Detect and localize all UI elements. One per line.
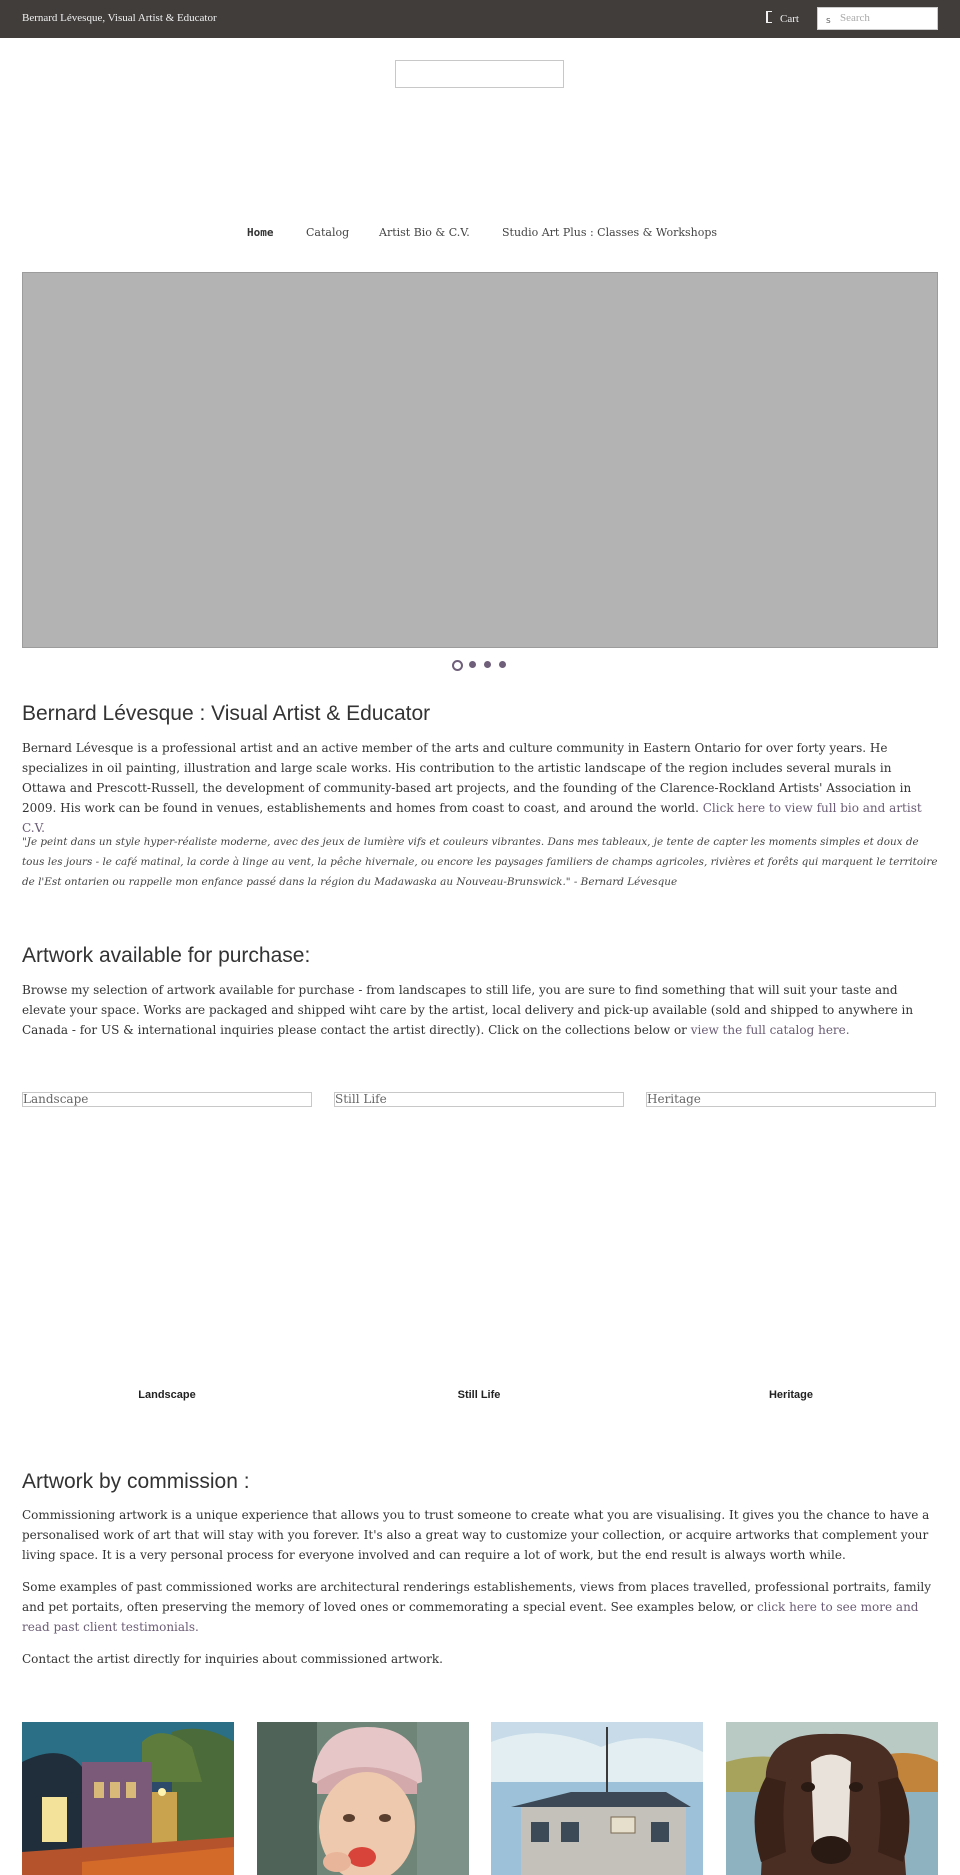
collection-image-still-life[interactable]: Still Life: [334, 1092, 624, 1107]
cart-icon: [766, 11, 772, 23]
collection-label-heritage[interactable]: Heritage: [768, 1389, 814, 1401]
commission-p2: [22, 1577, 938, 1637]
commission-example-building[interactable]: [491, 1722, 703, 1875]
slide-dot-1[interactable]: [452, 660, 463, 671]
commission-p1: Commissioning artwork is a unique experience that allows you to trust someone to create what you are visualising. It gives you the chance to have a personalised work of art that will stay with you forever. It's also a great way to customize your collection, or acquire artworks that complement your living space. It is a very personal process for everyone involved and can require a lot of work, but the end result is always worth while.: [22, 1508, 930, 1562]
slideshow-dots: [452, 660, 512, 670]
cart-link[interactable]: [766, 11, 799, 25]
purchase-body-text: Browse my selection of artwork available for purchase - from landscapes to still life, you are sure to find something that will suit your taste and elevate your space. Works are packaged and shipped wiht care by the artist, local delivery and pick-up available (sold and shipped to anywhere in Canada - for US & international inquiries please contact the artist directly). Click on the collections below or: [22, 983, 914, 1037]
full-catalog-link[interactable]: view the full catalog here.: [690, 1023, 850, 1037]
nav-studio-art-plus[interactable]: Studio Art Plus : Classes & Workshops: [502, 226, 718, 239]
intro-title: Bernard Lévesque : Visual Artist & Educator: [22, 702, 431, 725]
site-logo[interactable]: [395, 60, 564, 88]
site-name[interactable]: Bernard Lévesque, Visual Artist & Educator: [22, 12, 217, 24]
commission-example-child-portrait[interactable]: [257, 1722, 469, 1875]
slide-dot-4[interactable]: [499, 661, 506, 668]
testimonials-link[interactable]: click here to see more and read past client testimonials.: [22, 1600, 919, 1634]
commission-example-street-scene[interactable]: [22, 1722, 234, 1875]
purchase-body: [22, 980, 938, 1040]
artist-quote: "Je peint dans un style hyper-réaliste moderne, avec des jeux de lumière vifs et couleurs vibrantes. Dans mes tableaux, je tente de capter les moments simples et doux de tous les jours - le café matinal, la corde à linge au vent, la pêche hivernale, ou encore les paysages familiers de champs agricoles, rivières et forêts qui marquent le territoire de l'Est ontarien ou rappelle mon enfance passé dans la région du Madawaska au Nouveau-Brunswick." - Bernard Lévesque: [22, 836, 938, 888]
search-icon[interactable]: s: [826, 16, 831, 26]
bio-cv-link[interactable]: Click here to view full bio and artist C.V.: [22, 801, 922, 835]
search-input[interactable]: [840, 10, 934, 26]
commission-title: Artwork by commission :: [22, 1470, 250, 1493]
purchase-title: Artwork available for purchase:: [22, 944, 311, 967]
commission-p3: Contact the artist directly for inquiries about commissioned artwork.: [22, 1652, 443, 1666]
hero-slideshow[interactable]: [22, 272, 938, 648]
collection-label-landscape[interactable]: Landscape: [138, 1389, 196, 1401]
slide-dot-3[interactable]: [484, 661, 491, 668]
nav-artist-bio[interactable]: Artist Bio & C.V.: [379, 226, 470, 239]
nav-home[interactable]: Home: [247, 226, 274, 239]
search-box[interactable]: [817, 7, 938, 30]
nav-catalog[interactable]: Catalog: [306, 226, 350, 239]
commission-example-dog-portrait[interactable]: [726, 1722, 938, 1875]
collection-image-heritage[interactable]: Heritage: [646, 1092, 936, 1107]
commission-p2-text: Some examples of past commissioned works are architectural renderings establishements, views from places travelled, professional portraits, family and pet portaits, often preserving the memory of loved ones or commemorating a special event. See examples below, or: [22, 1580, 932, 1614]
slide-dot-2[interactable]: [469, 661, 476, 668]
collection-image-landscape[interactable]: Landscape: [22, 1092, 312, 1107]
cart-label: Cart: [780, 13, 799, 25]
top-bar: [0, 0, 960, 38]
intro-body-text: Bernard Lévesque is a professional artist and an active member of the arts and culture community in Eastern Ontario for over forty years. He specializes in oil painting, illustration and large scale works. His contribution to the artistic landscape of the region includes several murals in Ottawa and Prescott-Russell, the development of community-based art projects, and the founding of the Clarence-Rockland Artists' Association in 2009. His work can be found in venues, establishements and homes from coast to coast, and around the world.: [22, 741, 912, 815]
collection-label-still-life[interactable]: Still Life: [457, 1389, 501, 1401]
intro-body: [22, 738, 938, 838]
main-nav: [0, 226, 960, 246]
